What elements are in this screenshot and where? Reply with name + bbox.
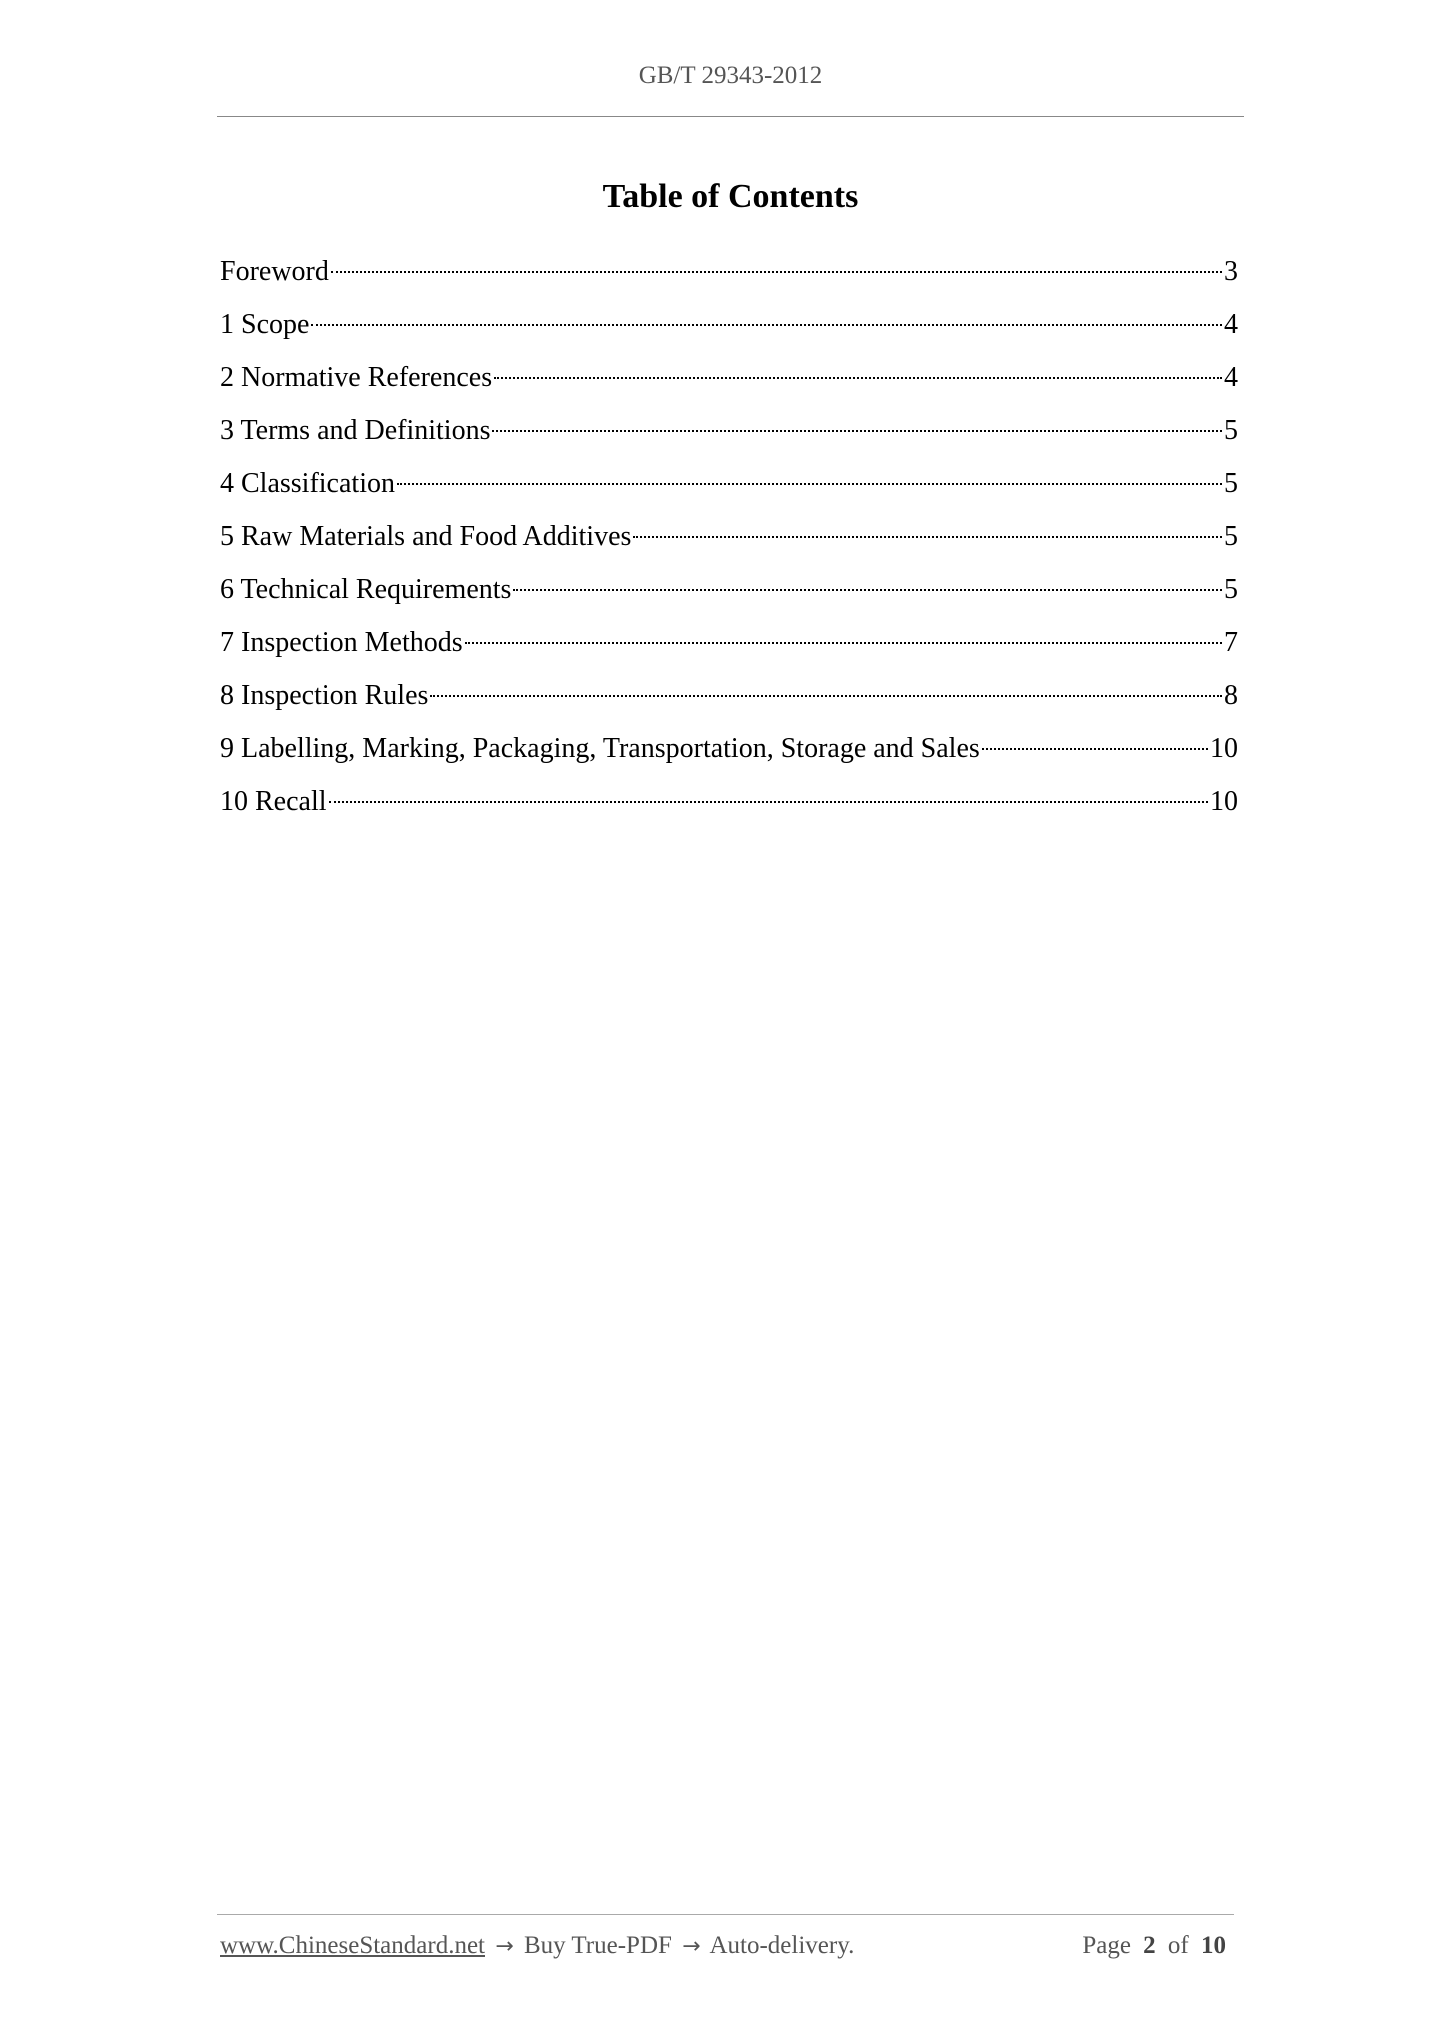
page-word: Page (1082, 1932, 1131, 1959)
toc-entry-label: 2 Normative References (220, 362, 493, 393)
total-page-count: 10 (1201, 1932, 1226, 1959)
toc-entry-page: 7 (1224, 627, 1238, 658)
document-id-header: GB/T 29343-2012 (638, 62, 823, 89)
footer-promo (220, 1932, 854, 1960)
toc-entry-page: 3 (1224, 256, 1238, 287)
toc-entry-label: 7 Inspection Methods (220, 627, 463, 658)
toc-entry-classification[interactable] (220, 462, 1238, 515)
toc-entry-inspection-methods[interactable] (220, 621, 1238, 674)
current-page-number: 2 (1143, 1932, 1156, 1959)
toc-leader-dots (397, 483, 1222, 485)
arrow-right-icon: → (682, 1934, 701, 1959)
toc-entry-label: 9 Labelling, Marking, Packaging, Transportation, Storage and Sales (220, 733, 980, 764)
toc-entry-page: 8 (1224, 680, 1238, 711)
toc-entry-terms-definitions[interactable] (220, 409, 1238, 462)
toc-leader-dots (492, 430, 1222, 432)
toc-leader-dots (494, 377, 1222, 379)
header-divider (217, 116, 1244, 117)
toc-entry-labelling-marking[interactable] (220, 727, 1238, 780)
page-number-indicator (1082, 1932, 1232, 1960)
toc-entry-recall[interactable] (220, 780, 1238, 833)
toc-entry-label: 5 Raw Materials and Food Additives (220, 521, 632, 552)
toc-entry-page: 10 (1210, 733, 1238, 764)
toc-leader-dots (633, 536, 1222, 538)
toc-leader-dots (311, 324, 1222, 326)
toc-leader-dots (513, 589, 1222, 591)
toc-entry-label: 6 Technical Requirements (220, 574, 512, 605)
toc-entry-label: 4 Classification (220, 468, 395, 499)
toc-entry-inspection-rules[interactable] (220, 674, 1238, 727)
toc-entry-label: 8 Inspection Rules (220, 680, 429, 711)
toc-entry-label: 1 Scope (220, 309, 310, 340)
toc-entry-page: 5 (1224, 468, 1238, 499)
toc-entry-label: 10 Recall (220, 786, 327, 817)
toc-entry-page: 5 (1224, 521, 1238, 552)
auto-delivery-text: Auto-delivery. (709, 1932, 855, 1959)
toc-leader-dots (329, 801, 1208, 803)
toc-entry-page: 5 (1224, 415, 1238, 446)
toc-list (220, 250, 1238, 833)
toc-entry-foreword[interactable] (220, 250, 1238, 303)
of-word: of (1167, 1932, 1189, 1959)
toc-entry-page: 5 (1224, 574, 1238, 605)
buy-true-pdf-text: Buy True-PDF (523, 1932, 672, 1959)
toc-entry-label: Foreword (220, 256, 329, 287)
toc-leader-dots (430, 695, 1222, 697)
toc-entry-scope[interactable] (220, 303, 1238, 356)
toc-entry-page: 10 (1210, 786, 1238, 817)
toc-entry-raw-materials[interactable] (220, 515, 1238, 568)
toc-entry-page: 4 (1224, 309, 1238, 340)
toc-entry-label: 3 Terms and Definitions (220, 415, 491, 446)
toc-title: Table of Contents (602, 178, 859, 215)
footer-divider (217, 1914, 1234, 1915)
site-link[interactable]: www.ChineseStandard.net (220, 1932, 485, 1959)
arrow-right-icon: → (495, 1934, 514, 1959)
toc-entry-page: 4 (1224, 362, 1238, 393)
toc-leader-dots (465, 642, 1222, 644)
toc-entry-technical-requirements[interactable] (220, 568, 1238, 621)
toc-leader-dots (982, 748, 1208, 750)
toc-entry-normative-references[interactable] (220, 356, 1238, 409)
toc-leader-dots (331, 271, 1222, 273)
